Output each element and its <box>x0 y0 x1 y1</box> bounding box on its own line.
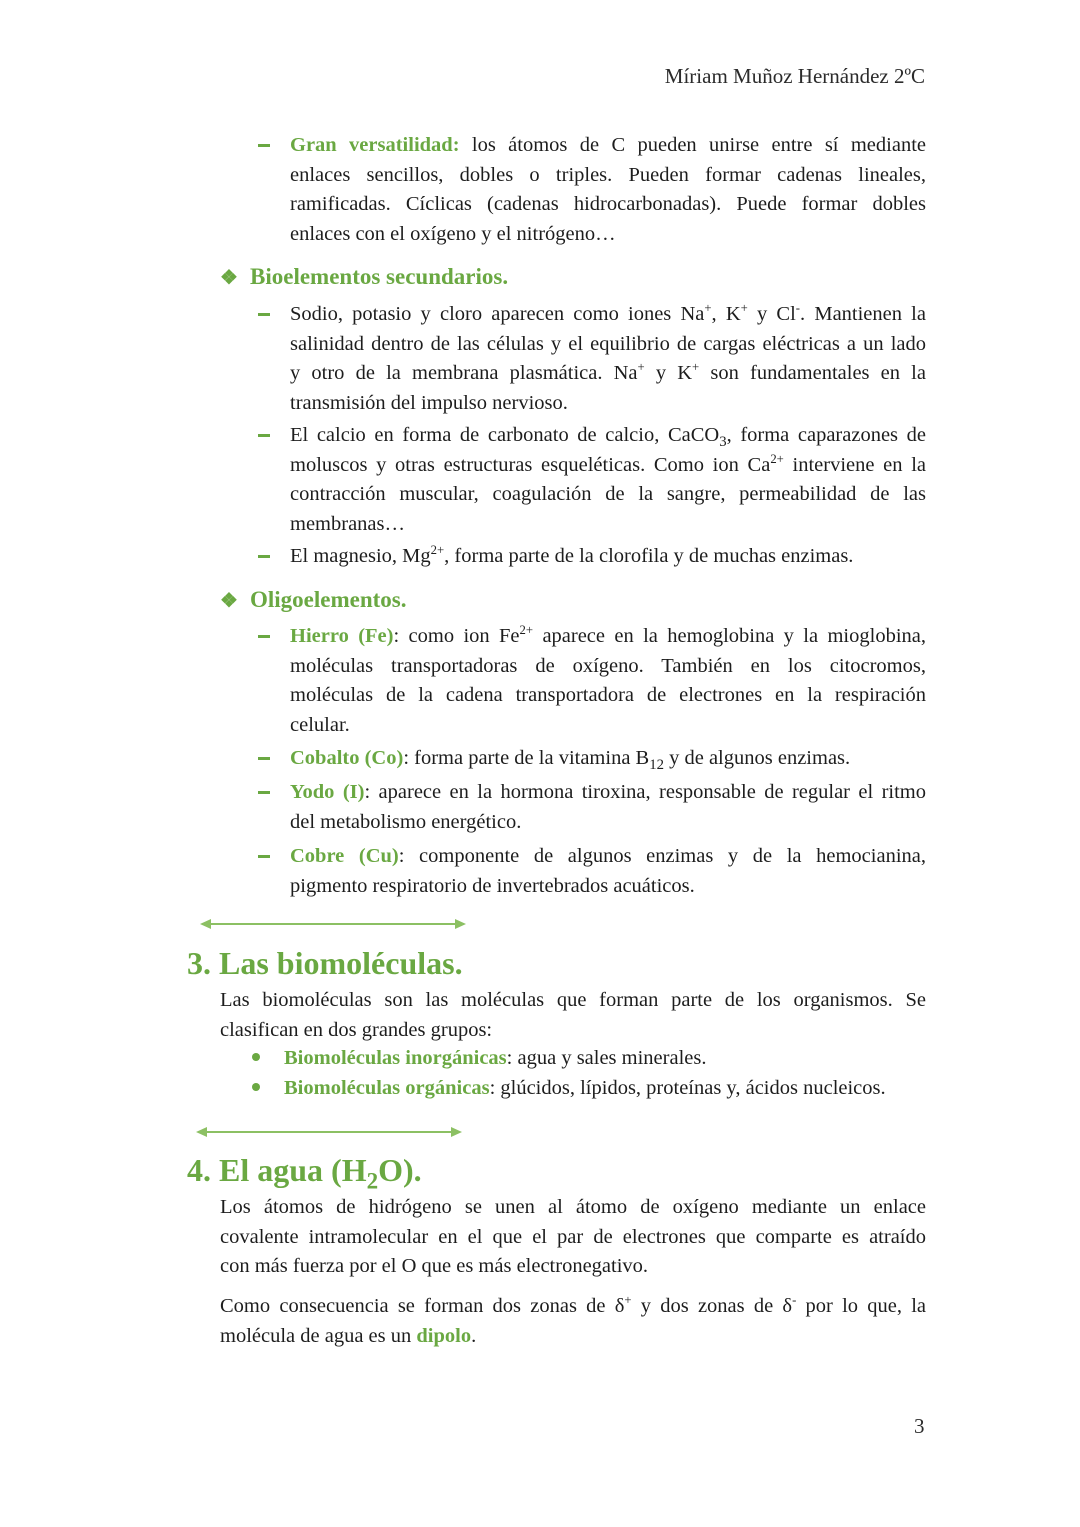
list-item-calcium <box>290 421 926 539</box>
line <box>290 421 926 451</box>
list-item-sodium-potassium <box>290 300 926 418</box>
superscript: - <box>795 301 801 316</box>
heading-trace-elements <box>220 587 407 613</box>
line: Gran versatilidad: los átomos de C pueden unirse entre sí mediante <box>290 134 926 156</box>
four-diamond-ornament-icon: ❖ <box>220 590 238 612</box>
superscript: + <box>692 360 700 375</box>
text: . <box>471 1324 477 1347</box>
superscript: + <box>740 301 748 316</box>
line <box>290 842 926 872</box>
line: enlaces con el oxígeno y el nitrógeno… <box>290 222 616 245</box>
line: clasifican en dos grandes grupos: <box>220 1018 493 1041</box>
line: con más fuerza por el O que es más electronegativo. <box>220 1255 649 1277</box>
line: pigmento respiratorio de invertebrados acuáticos. <box>290 874 695 897</box>
text: . Mantienen la <box>800 303 926 325</box>
text: : como ion Fe <box>393 625 520 647</box>
term: Hierro (Fe) <box>290 625 394 647</box>
paragraph-water-bond <box>220 1193 926 1282</box>
text: Sodio, potasio y cloro aparecen como iones Na <box>290 303 705 325</box>
text: : forma parte de la vitamina B <box>403 747 650 769</box>
double-headed-arrow-divider-icon <box>200 916 466 932</box>
list-item-versatility <box>290 131 926 249</box>
term: Cobalto (Co) <box>290 747 404 769</box>
subscript: 3 <box>719 434 727 451</box>
text: interviene en la <box>783 453 926 476</box>
text: El calcio en forma de carbonato de calcio, CaCO <box>290 424 720 446</box>
dash-bullet-icon <box>258 434 270 437</box>
text: , forma parte de la clorofila y de muchas enzimas. <box>444 545 854 567</box>
section-title-biomolecules: 3. Las biomoléculas. <box>187 945 463 981</box>
line <box>290 744 926 774</box>
superscript: + <box>637 360 645 375</box>
line: del metabolismo energético. <box>290 810 522 833</box>
list-item-cobalt <box>290 744 926 774</box>
dash-bullet-icon <box>258 855 270 858</box>
line: membranas… <box>290 512 405 535</box>
paragraph-water-dipole <box>220 1292 926 1351</box>
line: celular. <box>290 713 350 736</box>
bullet-organic-biomolecules <box>252 1077 886 1100</box>
list-item-iron <box>290 622 926 740</box>
list-item-copper <box>290 842 926 901</box>
term: dipolo <box>416 1324 472 1347</box>
superscript: 2+ <box>519 623 534 638</box>
paragraph-biomolecules-intro <box>220 986 926 1045</box>
line: transmisión del impulso nervioso. <box>290 391 568 414</box>
four-diamond-ornament-icon: ❖ <box>220 267 238 289</box>
text: y dos zonas de δ <box>631 1295 793 1317</box>
line <box>290 451 926 481</box>
term: Cobre (Cu) <box>290 845 399 867</box>
line <box>290 359 926 389</box>
text: y K <box>644 362 693 384</box>
line <box>220 1322 926 1352</box>
text: moluscos y otras estructuras esqueléticas. Como ion Ca <box>290 453 771 476</box>
line <box>290 622 926 652</box>
line: covalente intramolecular en el que el par de electrones que comparte es atraído <box>220 1225 926 1248</box>
list-item-magnesium <box>290 542 926 572</box>
text: los átomos de C pueden unirse entre sí mediante <box>471 134 926 156</box>
dash-bullet-icon <box>258 555 270 558</box>
text: : agua y sales minerales. <box>506 1047 707 1069</box>
heading-secondary-bioelements <box>220 264 508 290</box>
text: por lo que, la <box>796 1295 926 1317</box>
bullet-inorganic-biomolecules <box>252 1047 706 1070</box>
text: aparece en la hemoglobina y la mioglobina, <box>533 625 926 647</box>
line: salinidad dentro de las células y el equilibrio de cargas eléctricas a un lado <box>290 332 926 355</box>
superscript: + <box>704 301 712 316</box>
double-headed-arrow-divider-icon <box>196 1124 462 1140</box>
text: , K <box>711 303 741 325</box>
line <box>290 300 926 330</box>
title-text: 4. El agua (H <box>187 1152 367 1188</box>
line <box>220 1292 926 1322</box>
term: Biomoléculas inorgánicas <box>284 1047 507 1069</box>
line <box>290 542 926 572</box>
dash-bullet-icon <box>258 635 270 638</box>
author-header: Míriam Muñoz Hernández 2ºC <box>664 64 925 88</box>
subscript: 2 <box>366 1167 379 1194</box>
line: moléculas de la cadena transportadora de electrones en la respiración <box>290 684 926 706</box>
term: Gran versatilidad <box>290 134 453 156</box>
dash-bullet-icon <box>258 757 270 760</box>
text: y otro de la membrana plasmática. Na <box>290 362 638 384</box>
term: Yodo (I) <box>290 781 365 803</box>
page-number: 3 <box>914 1414 925 1438</box>
title-text: O). <box>378 1152 422 1188</box>
line: contracción muscular, coagulación de la sangre, permeabilidad de las <box>290 483 926 505</box>
dash-bullet-icon <box>258 791 270 794</box>
line: Los átomos de hidrógeno se unen al átomo de oxígeno mediante un enlace <box>220 1196 926 1218</box>
superscript: + <box>624 1293 632 1308</box>
text: : glúcidos, lípidos, proteínas y, ácidos nucleicos. <box>489 1077 886 1099</box>
text: y Cl <box>747 303 796 325</box>
dash-bullet-icon <box>258 313 270 316</box>
text: , forma caparazones de <box>726 424 926 446</box>
superscript: - <box>792 1293 797 1308</box>
round-bullet-icon <box>252 1053 260 1061</box>
line: moléculas transportadoras de oxígeno. También en los citocromos, <box>290 654 926 677</box>
text: molécula de agua es un <box>220 1324 417 1347</box>
text: El magnesio, Mg <box>290 545 431 567</box>
line <box>290 778 926 808</box>
heading-text: Oligoelementos. <box>250 587 407 612</box>
dash-bullet-icon <box>258 144 270 147</box>
line: enlaces sencillos, dobles o triples. Pueden formar cadenas lineales, <box>290 163 926 186</box>
list-item-iodine <box>290 778 926 837</box>
superscript: 2+ <box>430 543 445 558</box>
heading-text: Bioelementos secundarios. <box>250 264 509 289</box>
text: y de algunos enzimas. <box>663 747 851 769</box>
section-title-water <box>187 1152 422 1194</box>
text: Como consecuencia se forman dos zonas de δ <box>220 1295 625 1317</box>
text: son fundamentales en la <box>699 362 926 384</box>
text: : aparece en la hormona tiroxina, responsable de regular el ritmo <box>364 781 926 803</box>
line: ramificadas. Cíclicas (cadenas hidrocarbonadas). Puede formar dobles <box>290 193 926 215</box>
text: : componente de algunos enzimas y de la hemocianina, <box>398 845 926 867</box>
round-bullet-icon <box>252 1083 260 1091</box>
subscript: 12 <box>649 757 664 774</box>
line: Las biomoléculas son las moléculas que forman parte de los organismos. Se <box>220 989 926 1011</box>
term: Biomoléculas orgánicas <box>284 1077 490 1099</box>
superscript: 2+ <box>770 451 784 466</box>
